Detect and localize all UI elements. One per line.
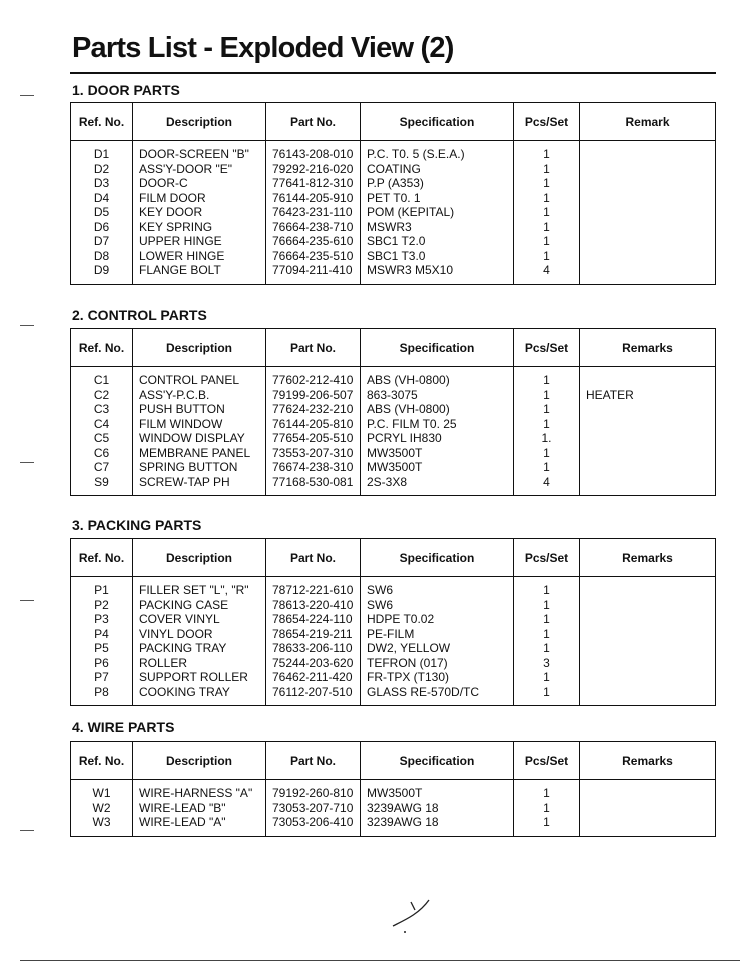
table-row — [71, 367, 716, 388]
remark-cell — [580, 191, 716, 206]
remark-cell — [580, 801, 716, 816]
pcs-cell: 1 — [514, 612, 580, 627]
specification-cell: PE-FILM — [361, 627, 514, 642]
description-cell: UPPER HINGE — [133, 234, 266, 249]
ref-cell: W1 — [71, 780, 133, 801]
remark-cell — [580, 141, 716, 162]
remark-cell — [580, 641, 716, 656]
part-number-cell: 78712-221-610 — [266, 577, 361, 598]
column-header: Pcs/Set — [514, 742, 580, 780]
ref-cell: D9 — [71, 263, 133, 284]
pcs-cell: 1 — [514, 780, 580, 801]
table-row — [71, 446, 716, 461]
column-header: Ref. No. — [71, 742, 133, 780]
ref-cell: P1 — [71, 577, 133, 598]
specification-cell: 3239AWG 18 — [361, 815, 514, 836]
description-cell: MEMBRANE PANEL — [133, 446, 266, 461]
table-row — [71, 431, 716, 446]
table-row — [71, 612, 716, 627]
column-header: Ref. No. — [71, 539, 133, 577]
pcs-cell: 1 — [514, 577, 580, 598]
description-cell: KEY DOOR — [133, 205, 266, 220]
pcs-cell: 1 — [514, 162, 580, 177]
remark-cell — [580, 402, 716, 417]
ref-cell: P7 — [71, 670, 133, 685]
description-cell: KEY SPRING — [133, 220, 266, 235]
description-cell: VINYL DOOR — [133, 627, 266, 642]
section-heading-control-parts: 2. CONTROL PARTS — [72, 307, 207, 323]
specification-cell: P.C. FILM T0. 25 — [361, 417, 514, 432]
specification-cell: P.P (A353) — [361, 176, 514, 191]
remark-cell — [580, 249, 716, 264]
ref-cell: P3 — [71, 612, 133, 627]
description-cell: WIRE-LEAD "A" — [133, 815, 266, 836]
column-header: Specification — [361, 329, 514, 367]
description-cell: WINDOW DISPLAY — [133, 431, 266, 446]
ref-cell: C4 — [71, 417, 133, 432]
remark-cell — [580, 367, 716, 388]
ref-cell: W2 — [71, 801, 133, 816]
specification-cell: SBC1 T3.0 — [361, 249, 514, 264]
part-number-cell: 76144-205-810 — [266, 417, 361, 432]
part-number-cell: 73053-207-710 — [266, 801, 361, 816]
remark-cell — [580, 656, 716, 671]
description-cell: LOWER HINGE — [133, 249, 266, 264]
pcs-cell: 1 — [514, 367, 580, 388]
column-header: Ref. No. — [71, 103, 133, 141]
table-row — [71, 263, 716, 284]
table-row — [71, 815, 716, 836]
remark-cell — [580, 431, 716, 446]
specification-cell: SW6 — [361, 577, 514, 598]
table-header-row — [71, 103, 716, 141]
column-header: Specification — [361, 103, 514, 141]
handwritten-mark — [385, 890, 445, 940]
specification-cell: ABS (VH-0800) — [361, 402, 514, 417]
description-cell: COOKING TRAY — [133, 685, 266, 706]
pcs-cell: 1 — [514, 388, 580, 403]
table-row — [71, 220, 716, 235]
section-heading-packing-parts: 3. PACKING PARTS — [72, 517, 202, 533]
specification-cell: MW3500T — [361, 780, 514, 801]
column-header: Description — [133, 539, 266, 577]
table-row — [71, 460, 716, 475]
table-header-row — [71, 539, 716, 577]
remark-cell — [580, 627, 716, 642]
description-cell: FILM WINDOW — [133, 417, 266, 432]
column-header: Remark — [580, 103, 716, 141]
part-number-cell: 77654-205-510 — [266, 431, 361, 446]
margin-mark — [20, 462, 34, 463]
table-row — [71, 205, 716, 220]
column-header: Ref. No. — [71, 329, 133, 367]
table-row — [71, 780, 716, 801]
pcs-cell: 1 — [514, 205, 580, 220]
column-header: Pcs/Set — [514, 329, 580, 367]
pcs-cell: 1. — [514, 431, 580, 446]
table-row — [71, 656, 716, 671]
part-number-cell: 79192-260-810 — [266, 780, 361, 801]
table-row — [71, 627, 716, 642]
specification-cell: SBC1 T2.0 — [361, 234, 514, 249]
table-body — [71, 780, 716, 837]
ref-cell: D3 — [71, 176, 133, 191]
remark-cell — [580, 612, 716, 627]
column-header: Description — [133, 742, 266, 780]
description-cell: ASS'Y-DOOR "E" — [133, 162, 266, 177]
remark-cell — [580, 234, 716, 249]
ref-cell: D1 — [71, 141, 133, 162]
ref-cell: D5 — [71, 205, 133, 220]
part-number-cell: 76144-205-910 — [266, 191, 361, 206]
description-cell: WIRE-HARNESS "A" — [133, 780, 266, 801]
column-header: Part No. — [266, 539, 361, 577]
table-row — [71, 162, 716, 177]
remark-cell — [580, 577, 716, 598]
pcs-cell: 1 — [514, 627, 580, 642]
table-row — [71, 475, 716, 496]
remark-cell — [580, 670, 716, 685]
remark-cell — [580, 598, 716, 613]
part-number-cell: 76462-211-420 — [266, 670, 361, 685]
column-header: Description — [133, 103, 266, 141]
part-number-cell: 76112-207-510 — [266, 685, 361, 706]
table-row — [71, 141, 716, 162]
ref-cell: D8 — [71, 249, 133, 264]
specification-cell: COATING — [361, 162, 514, 177]
pcs-cell: 3 — [514, 656, 580, 671]
pcs-cell: 1 — [514, 402, 580, 417]
title-rule — [70, 72, 716, 74]
description-cell: SCREW-TAP PH — [133, 475, 266, 496]
specification-cell: HDPE T0.02 — [361, 612, 514, 627]
description-cell: CONTROL PANEL — [133, 367, 266, 388]
description-cell: SPRING BUTTON — [133, 460, 266, 475]
specification-cell: P.C. T0. 5 (S.E.A.) — [361, 141, 514, 162]
footer-rule — [20, 960, 740, 961]
table-row — [71, 801, 716, 816]
table-body — [71, 141, 716, 285]
pcs-cell: 1 — [514, 234, 580, 249]
pcs-cell: 1 — [514, 598, 580, 613]
part-number-cell: 79199-206-507 — [266, 388, 361, 403]
specification-cell: TEFRON (017) — [361, 656, 514, 671]
specification-cell: POM (KEPITAL) — [361, 205, 514, 220]
margin-mark — [20, 95, 34, 96]
column-header: Remarks — [580, 329, 716, 367]
specification-cell: MSWR3 — [361, 220, 514, 235]
remark-cell — [580, 205, 716, 220]
column-header: Remarks — [580, 742, 716, 780]
pcs-cell: 1 — [514, 220, 580, 235]
margin-mark — [20, 325, 34, 326]
specification-cell: PET T0. 1 — [361, 191, 514, 206]
column-header: Part No. — [266, 329, 361, 367]
specification-cell: MW3500T — [361, 460, 514, 475]
part-number-cell: 79292-216-020 — [266, 162, 361, 177]
description-cell: PUSH BUTTON — [133, 402, 266, 417]
part-number-cell: 77641-812-310 — [266, 176, 361, 191]
remark-cell — [580, 446, 716, 461]
ref-cell: D6 — [71, 220, 133, 235]
packing-parts-table — [70, 538, 716, 706]
margin-mark — [20, 600, 34, 601]
page-title: Parts List - Exploded View (2) — [72, 32, 454, 64]
description-cell: SUPPORT ROLLER — [133, 670, 266, 685]
pcs-cell: 1 — [514, 801, 580, 816]
part-number-cell: 78654-219-211 — [266, 627, 361, 642]
specification-cell: GLASS RE-570D/TC — [361, 685, 514, 706]
pcs-cell: 1 — [514, 670, 580, 685]
part-number-cell: 76674-238-310 — [266, 460, 361, 475]
section-heading-wire-parts: 4. WIRE PARTS — [72, 719, 175, 735]
column-header: Pcs/Set — [514, 103, 580, 141]
part-number-cell: 77094-211-410 — [266, 263, 361, 284]
margin-mark — [20, 830, 34, 831]
remark-cell — [580, 162, 716, 177]
pcs-cell: 1 — [514, 191, 580, 206]
ref-cell: D7 — [71, 234, 133, 249]
description-cell: ASS'Y-P.C.B. — [133, 388, 266, 403]
ref-cell: D2 — [71, 162, 133, 177]
pcs-cell: 1 — [514, 446, 580, 461]
specification-cell: SW6 — [361, 598, 514, 613]
remark-cell — [580, 475, 716, 496]
pcs-cell: 1 — [514, 815, 580, 836]
column-header: Pcs/Set — [514, 539, 580, 577]
table-row — [71, 670, 716, 685]
description-cell: FILLER SET "L", "R" — [133, 577, 266, 598]
specification-cell: DW2, YELLOW — [361, 641, 514, 656]
specification-cell: MSWR3 M5X10 — [361, 263, 514, 284]
part-number-cell: 73053-206-410 — [266, 815, 361, 836]
ref-cell: C1 — [71, 367, 133, 388]
table-body — [71, 577, 716, 706]
specification-cell: 2S-3X8 — [361, 475, 514, 496]
pcs-cell: 4 — [514, 475, 580, 496]
table-row — [71, 234, 716, 249]
table-row — [71, 402, 716, 417]
table-row — [71, 598, 716, 613]
table-header-row — [71, 329, 716, 367]
remark-cell — [580, 815, 716, 836]
part-number-cell: 76143-208-010 — [266, 141, 361, 162]
ref-cell: W3 — [71, 815, 133, 836]
table-row — [71, 641, 716, 656]
ref-cell: P5 — [71, 641, 133, 656]
part-number-cell: 73553-207-310 — [266, 446, 361, 461]
specification-cell: 3239AWG 18 — [361, 801, 514, 816]
part-number-cell: 78654-224-110 — [266, 612, 361, 627]
table-row — [71, 685, 716, 706]
pcs-cell: 1 — [514, 685, 580, 706]
part-number-cell: 76664-238-710 — [266, 220, 361, 235]
part-number-cell: 77168-530-081 — [266, 475, 361, 496]
table-body — [71, 367, 716, 496]
specification-cell: FR-TPX (T130) — [361, 670, 514, 685]
part-number-cell: 78613-220-410 — [266, 598, 361, 613]
pcs-cell: 1 — [514, 176, 580, 191]
description-cell: DOOR-SCREEN "B" — [133, 141, 266, 162]
ref-cell: C6 — [71, 446, 133, 461]
description-cell: COVER VINYL — [133, 612, 266, 627]
ref-cell: P4 — [71, 627, 133, 642]
table-row — [71, 388, 716, 403]
description-cell: PACKING TRAY — [133, 641, 266, 656]
section-heading-door-parts: 1. DOOR PARTS — [72, 82, 180, 98]
pcs-cell: 1 — [514, 249, 580, 264]
ref-cell: C7 — [71, 460, 133, 475]
column-header: Remarks — [580, 539, 716, 577]
remark-cell: HEATER — [580, 388, 716, 403]
description-cell: ROLLER — [133, 656, 266, 671]
table-row — [71, 191, 716, 206]
column-header: Description — [133, 329, 266, 367]
remark-cell — [580, 780, 716, 801]
table-row — [71, 249, 716, 264]
remark-cell — [580, 417, 716, 432]
remark-cell — [580, 685, 716, 706]
table-header-row — [71, 742, 716, 780]
remark-cell — [580, 263, 716, 284]
specification-cell: ABS (VH-0800) — [361, 367, 514, 388]
ref-cell: C3 — [71, 402, 133, 417]
part-number-cell: 77602-212-410 — [266, 367, 361, 388]
pcs-cell: 1 — [514, 641, 580, 656]
part-number-cell: 78633-206-110 — [266, 641, 361, 656]
specification-cell: PCRYL IH830 — [361, 431, 514, 446]
description-cell: PACKING CASE — [133, 598, 266, 613]
specification-cell: 863-3075 — [361, 388, 514, 403]
pcs-cell: 1 — [514, 417, 580, 432]
description-cell: FLANGE BOLT — [133, 263, 266, 284]
description-cell: DOOR-C — [133, 176, 266, 191]
ref-cell: P8 — [71, 685, 133, 706]
table-row — [71, 417, 716, 432]
wire-parts-table — [70, 741, 716, 837]
part-number-cell: 76664-235-610 — [266, 234, 361, 249]
part-number-cell: 76664-235-510 — [266, 249, 361, 264]
remark-cell — [580, 460, 716, 475]
column-header: Part No. — [266, 103, 361, 141]
pcs-cell: 1 — [514, 460, 580, 475]
pcs-cell: 4 — [514, 263, 580, 284]
table-row — [71, 176, 716, 191]
control-parts-table — [70, 328, 716, 496]
table-row — [71, 577, 716, 598]
specification-cell: MW3500T — [361, 446, 514, 461]
remark-cell — [580, 176, 716, 191]
ref-cell: P2 — [71, 598, 133, 613]
column-header: Specification — [361, 742, 514, 780]
column-header: Specification — [361, 539, 514, 577]
pcs-cell: 1 — [514, 141, 580, 162]
door-parts-table — [70, 102, 716, 285]
column-header: Part No. — [266, 742, 361, 780]
ref-cell: C2 — [71, 388, 133, 403]
part-number-cell: 76423-231-110 — [266, 205, 361, 220]
ref-cell: S9 — [71, 475, 133, 496]
description-cell: WIRE-LEAD "B" — [133, 801, 266, 816]
ref-cell: D4 — [71, 191, 133, 206]
description-cell: FILM DOOR — [133, 191, 266, 206]
remark-cell — [580, 220, 716, 235]
part-number-cell: 77624-232-210 — [266, 402, 361, 417]
ref-cell: P6 — [71, 656, 133, 671]
ref-cell: C5 — [71, 431, 133, 446]
part-number-cell: 75244-203-620 — [266, 656, 361, 671]
